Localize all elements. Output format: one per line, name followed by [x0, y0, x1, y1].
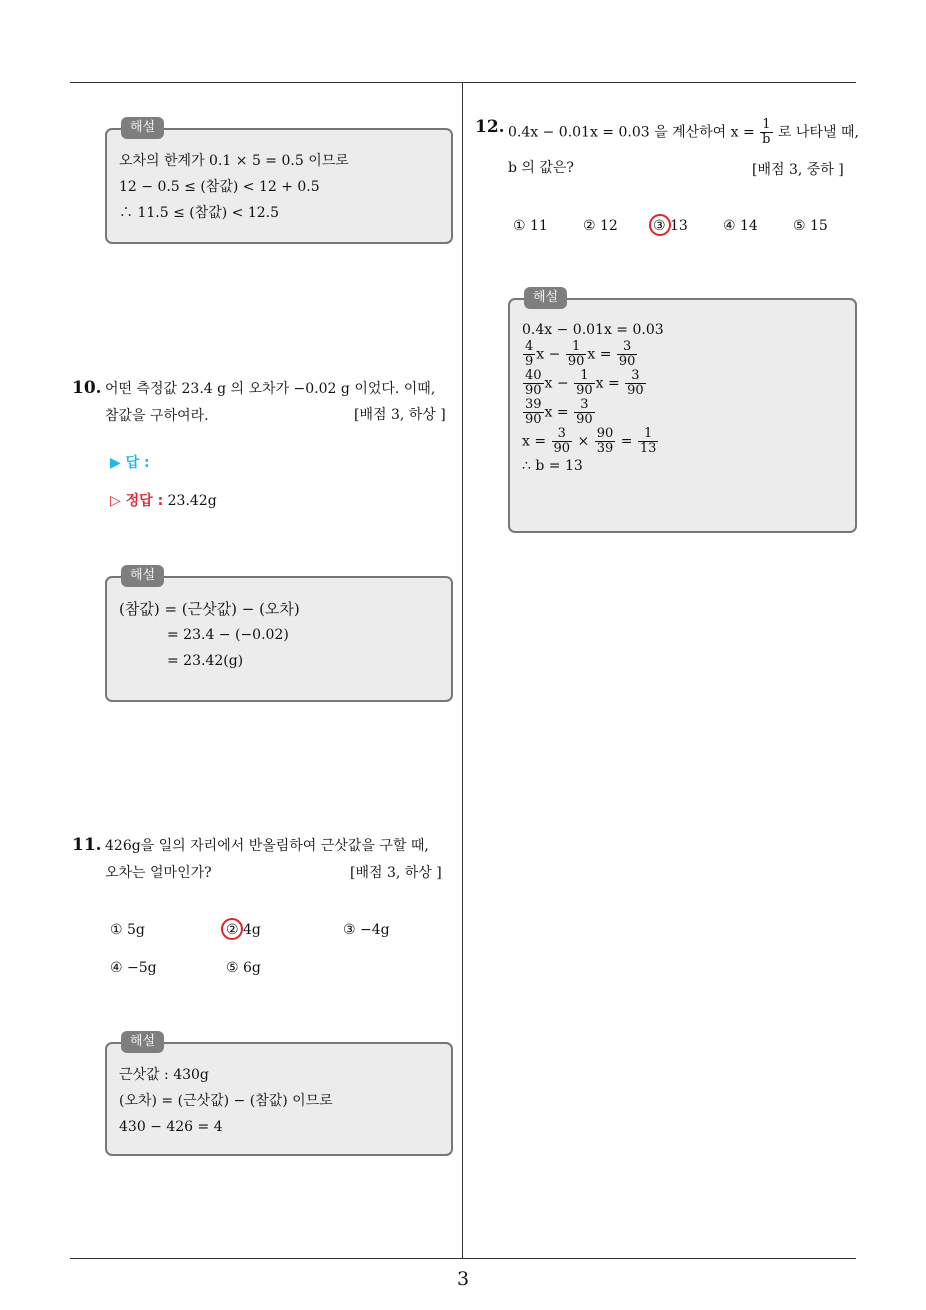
question-12-text-a: 0.4x − 0.01x = 0.03 을 계산하여 x = — [508, 124, 755, 141]
explanation-label: 해설 — [121, 1031, 164, 1053]
choice-1[interactable]: ① 11 — [513, 218, 548, 234]
explanation-line: 근삿값 : 430g — [119, 1067, 209, 1083]
question-10-number: 10. — [72, 378, 102, 398]
explanation-line: ∴ b = 13 — [522, 458, 583, 474]
explanation-box-10 — [105, 568, 453, 702]
explanation-fraction-line: $\frac{39}{90}$ x = $\frac{3}{90}$ — [525, 397, 593, 427]
explanation-line: ∴ 11.5 ≤ (참값) < 12.5 — [119, 205, 280, 221]
question-10-meta: [배점 3, 하상 ] — [354, 407, 446, 423]
choice-4[interactable]: ④ 14 — [723, 218, 758, 234]
question-11-line1: 426g을 일의 자리에서 반올림하여 근삿값을 구할 때, — [105, 838, 429, 854]
answer-label: ▶ 답 : — [110, 455, 150, 471]
explanation-label: 해설 — [524, 287, 567, 309]
question-10-line2: 참값을 구하여라. — [105, 408, 209, 424]
explanation-fraction-line: $\frac{4}{9}$ x − $\frac{1}{90}$ x = $\frac{3}{90}$ — [525, 339, 636, 369]
question-12-number: 12. — [475, 117, 505, 137]
choice-3[interactable]: ③ 13 — [653, 218, 688, 234]
correct-label: ▷ 정답 : — [110, 493, 164, 509]
question-12-line1 — [508, 118, 859, 147]
page-number: 3 — [456, 1268, 470, 1290]
correct-answer — [110, 490, 217, 510]
fraction-1-over-b: $\frac{1}{b}$ — [762, 117, 771, 147]
choice-5[interactable]: ⑤ 15 — [793, 218, 828, 234]
question-10-line1: 어떤 측정값 23.4 g 의 오차가 −0.02 g 이었다. 이때, — [105, 381, 436, 397]
explanation-line: (참값) = (근삿값) − (오차) — [119, 600, 300, 618]
bottom-rule — [70, 1258, 856, 1259]
answer-input-label[interactable] — [110, 452, 150, 472]
correct-value: 23.42g — [167, 493, 217, 509]
explanation-box-9 — [105, 120, 453, 244]
column-divider — [462, 83, 463, 1259]
choice-2[interactable]: ② 12 — [583, 218, 618, 234]
selected-answer-mark — [221, 918, 243, 940]
explanation-line: 0.4x − 0.01x = 0.03 — [522, 322, 664, 338]
question-11-line2: 오차는 얼마인가? — [105, 865, 212, 881]
selected-answer-mark — [649, 214, 671, 236]
choice-5[interactable]: ⑤ 6g — [226, 960, 261, 976]
explanation-line: (오차) = (근삿값) − (참값) 이므로 — [119, 1093, 333, 1109]
question-12-meta: [배점 3, 중하 ] — [752, 162, 844, 178]
explanation-line: 430 − 426 = 4 — [119, 1119, 223, 1135]
explanation-label: 해설 — [121, 565, 164, 587]
question-12-line2: b 의 값은? — [508, 160, 574, 176]
explanation-label: 해설 — [121, 117, 164, 139]
question-12-text-b: 로 나타낼 때, — [777, 124, 859, 141]
choice-4[interactable]: ④ −5g — [110, 960, 157, 976]
explanation-line: 12 − 0.5 ≤ (참값) < 12 + 0.5 — [119, 179, 320, 195]
choice-1[interactable]: ① 5g — [110, 922, 145, 938]
question-11-number: 11. — [72, 835, 102, 855]
explanation-box-11 — [105, 1034, 453, 1156]
top-rule — [70, 82, 856, 83]
explanation-line: = 23.4 − (−0.02) — [167, 627, 289, 643]
choice-2[interactable]: ② 4g — [226, 922, 261, 938]
question-11-meta: [배점 3, 하상 ] — [350, 865, 442, 881]
explanation-fraction-line: x = $\frac{3}{90}$ × $\frac{90}{39}$ = $\frac{1}{13}$ — [522, 426, 657, 456]
explanation-fraction-line: $\frac{40}{90}$ x − $\frac{1}{90}$ x = $\frac{3}{90}$ — [525, 368, 644, 398]
choice-3[interactable]: ③ −4g — [343, 922, 390, 938]
explanation-box-12 — [508, 290, 857, 533]
explanation-line: 오차의 한계가 0.1 × 5 = 0.5 이므로 — [119, 153, 349, 169]
explanation-line: = 23.42(g) — [167, 653, 244, 669]
